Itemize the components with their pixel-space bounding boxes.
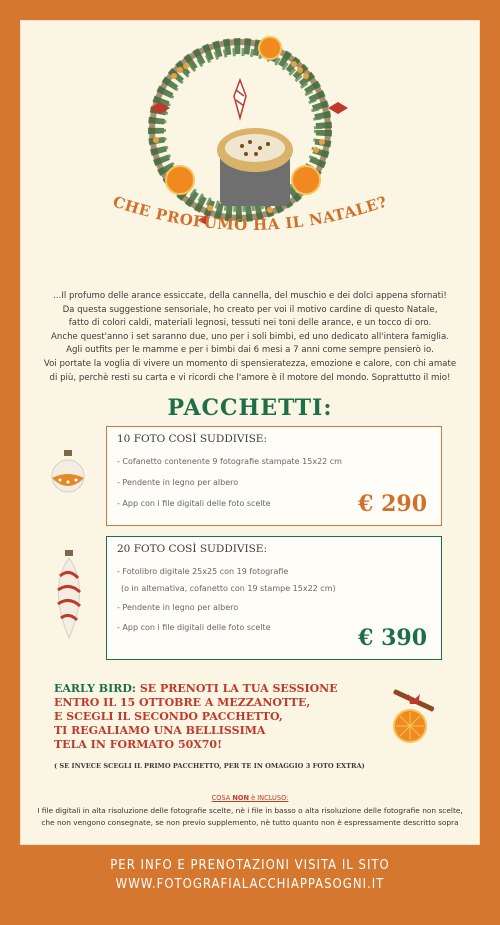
package-card-20-photos	[106, 536, 442, 660]
not-included-line: che non vengono consegnate, se non previo supplemento, nè tutto quanto non è espressamente descritto sopra	[41, 818, 459, 827]
svg-text:CHE PROFUMO HA IL NATALE?	[111, 195, 390, 234]
package-item: - Pendente in legno per albero	[117, 478, 239, 487]
not-included-heading-non: NON	[232, 794, 249, 802]
footer-website-link[interactable]: WWW.FOTOGRAFIALACCHIAPPASOGNI.IT	[115, 877, 385, 892]
intro-line: fatto di colori caldi, materiali legnosi, tessuti nei toni delle arance, e un tocco di oro.	[68, 318, 432, 329]
orange-slice-cinnamon-icon	[386, 688, 442, 748]
intro-paragraph	[36, 290, 464, 385]
package-item: - App con i file digitali delle foto scelte	[117, 499, 271, 508]
early-bird-line: ENTRO IL 15 OTTOBRE A MEZZANOTTE,	[54, 696, 311, 709]
not-included-heading-pre: COSA	[211, 794, 233, 802]
package-title: 10 FOTO COSÌ SUDDIVISE:	[117, 433, 268, 445]
package-price: € 390	[358, 625, 427, 651]
package-title: 20 FOTO COSÌ SUDDIVISE:	[117, 543, 268, 555]
early-bird-line: TELA IN FORMATO 50X70!	[54, 738, 222, 751]
early-bird-note: ( SE INVECE SCEGLI IL PRIMO PACCHETTO, PER TE IN OMAGGIO 3 FOTO EXTRA)	[54, 762, 365, 770]
package-card-10-photos	[106, 426, 442, 526]
round-bauble-icon	[50, 448, 86, 498]
not-included-line: I file digitali in alta risoluzione delle fotografie scelte, nè i file in basso o alta risoluzione delle fotografie non scelte,	[37, 806, 463, 815]
packages-heading: PACCHETTI:	[167, 395, 333, 421]
not-included-heading	[0, 794, 500, 802]
not-included-text	[34, 805, 466, 829]
intro-line: Da questa suggestione sensoriale, ho creato per voi il motivo cardine di questo Natale,	[62, 304, 438, 315]
package-item: (o in alternativa, cofanetto con 19 stampe 15x22 cm)	[121, 584, 336, 593]
package-item: - App con i file digitali delle foto scelte	[117, 623, 271, 632]
intro-line: ...Il profumo delle arance essiccate, della cannella, del muschio e dei dolci appena sfornati!	[53, 291, 447, 301]
not-included-heading-post: è INCLUSO:	[248, 794, 289, 802]
early-bird-offer	[54, 682, 394, 752]
early-bird-line: TI REGALIAMO UNA BELLISSIMA	[54, 724, 266, 737]
early-bird-label: EARLY BIRD:	[54, 682, 136, 695]
early-bird-line: E SCEGLI IL SECONDO PACCHETTO,	[54, 710, 283, 723]
footer-info: PER INFO E PRENOTAZIONI VISITA IL SITO	[110, 858, 390, 873]
intro-line: Agli outfits per le mamme e per i bimbi dai 6 mesi a 7 anni come sempre pensierò io.	[66, 345, 434, 356]
spiral-ornament-icon	[52, 548, 86, 640]
package-item: - Pendente in legno per albero	[117, 603, 239, 612]
intro-line: Voi portate la voglia di vivere un momento di spensieratezza, emozione e calore, con chi amate	[43, 358, 457, 369]
early-bird-line: SE PRENOTI LA TUA SESSIONE	[139, 682, 338, 695]
package-item: - Fotolibro digitale 25x25 con 19 fotografie	[117, 567, 289, 576]
footer	[0, 856, 500, 894]
tagline-text: CHE PROFUMO HA IL NATALE?	[110, 195, 390, 235]
package-item: - Cofanetto contenente 9 fotografie stampate 15x22 cm	[117, 457, 342, 466]
intro-line: di più, perchè resti su carta e vi ricordi che l'amore è il motore del mondo. Soprattutto il mio!	[49, 372, 451, 383]
tagline-arched-text	[90, 195, 410, 265]
intro-line: Anche quest'anno i set saranno due, uno per i soli bimbi, ed uno dedicato all'intera famiglia.	[51, 331, 449, 342]
package-price: € 290	[358, 491, 427, 517]
